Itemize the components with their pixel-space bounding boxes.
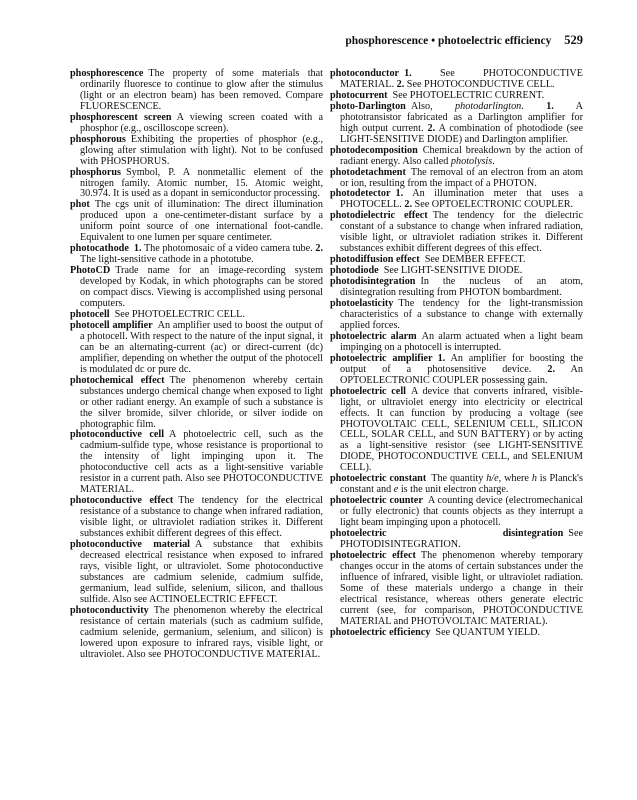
dictionary-entry xyxy=(330,387,583,475)
entry-term: photoconductive material xyxy=(70,538,191,550)
definition-text: See OPTOELECTRONIC COUPLER. xyxy=(411,199,574,211)
dictionary-entry xyxy=(330,299,583,332)
definition-text: A viewing screen coated with a phosphor (e.g., oscilloscope screen). xyxy=(80,111,323,134)
definition-text: A combination of photodiode (see LIGHT-SENSITIVE DIODE) and Darlington amplifier. xyxy=(340,122,583,145)
entry-term: photoconductivity xyxy=(70,604,149,616)
dictionary-entry xyxy=(330,102,583,146)
entry-term: PhotoCD xyxy=(70,265,111,277)
dictionary-entry xyxy=(70,266,323,310)
entry-term: phosphorescence xyxy=(70,68,144,79)
definition-text: The light-sensitive cathode in a phototube. xyxy=(80,254,254,266)
definition-text: The photomosaic of a video camera tube. xyxy=(141,243,316,255)
definition-text: Also, xyxy=(410,100,456,112)
dictionary-entry xyxy=(70,321,323,376)
entry-term: photodisintegration xyxy=(330,276,416,288)
running-header xyxy=(345,33,583,48)
definition-text: See PHOTOCONDUCTIVE CELL. xyxy=(404,78,555,90)
definition-text: See PHOTOELECTRIC CELL. xyxy=(114,308,245,320)
dictionary-entry xyxy=(70,168,323,201)
definition-text: . xyxy=(521,100,547,112)
definition-text: , where xyxy=(498,473,532,485)
sense-number: 1. xyxy=(133,243,142,255)
dictionary-entry xyxy=(330,146,583,168)
definition-text: The cgs unit of illumination: The direct illumination produced upon a one-centimeter-distant surface by a uniform point source of one international foot-candle. Equivalent to one lumen per square centimeter. xyxy=(80,199,323,244)
entry-term: photodecomposition xyxy=(330,144,418,156)
page-number: 529 xyxy=(564,33,583,47)
definition-text: h/e xyxy=(486,473,499,485)
entry-term: photoelectric efficiency xyxy=(330,626,431,638)
definition-text: A photoelectric cell, such as the cadmium-sulfide type, whose resistance is proportional to the intensity of light impinging upon it. The photoconductive cell acts as a light-sensitive variable resistor in a current path. Also see PHOTOCONDUCTIVE MATERIAL. xyxy=(80,429,324,496)
definition-text: The tendency for the dielectric constant of a substance to change when infrared radiation, visible light, or ultraviolet radiation strikes it. Different substances exhibit different degrees of this effect. xyxy=(340,210,583,255)
dictionary-entry xyxy=(70,135,323,168)
dictionary-entry xyxy=(330,168,583,190)
definition-text: See PHOTOELECTRIC CURRENT. xyxy=(392,89,545,101)
definition-text: The property of some materials that ordinarily fluoresce to continue to glow after the stimulus (light or an electron beam) has been removed. Compare FLUORESCENCE. xyxy=(80,68,323,112)
entry-term: photoelectric cell xyxy=(330,385,406,397)
entry-term: phosphorescent screen xyxy=(70,111,172,123)
dictionary-entry xyxy=(70,606,323,661)
definition-text: The phenomenon whereby the electrical resistance of certain materials (such as cadmium sulfide, cadmium selenide, germanium, selenium, and silicon) is lowered upon exposure to infrared rays, visible light, or ultraviolet. Also see PHOTOCONDUCTIVE MATERIAL. xyxy=(80,604,323,660)
definition-text: Exhibiting the properties of phosphor (e.g., glowing after stimulation with light). Not to be confused with PHOSPHORUS. xyxy=(80,133,323,167)
dictionary-entry xyxy=(330,551,583,628)
entry-term: photochemical effect xyxy=(70,374,165,386)
dictionary-entry xyxy=(330,496,583,529)
entry-term: photodiode xyxy=(330,265,379,277)
dictionary-entry xyxy=(330,69,583,91)
definition-text: The tendency for the light-transmission characteristics of a substance to change with externally applied forces. xyxy=(340,298,583,331)
entry-term: photocell amplifier xyxy=(70,319,153,331)
definition-text: Trade name for an image-recording system developed by Kodak, in which photographs can be stored on compact discs. Viewing is accomplished using personal computers. xyxy=(80,265,323,310)
definition-text: See PHOTODISINTEGRATION. xyxy=(340,528,583,550)
entry-term: photoelectric disintegration xyxy=(330,528,564,540)
entry-term: photoconductor xyxy=(330,68,400,79)
entry-term: phosphorus xyxy=(70,166,121,178)
sense-number: 1. xyxy=(395,188,404,200)
sense-number: 1. xyxy=(546,100,554,112)
entry-term: photoelasticity xyxy=(330,298,394,310)
definition-text: photodarlington xyxy=(455,100,522,112)
entry-term: photoelectric constant xyxy=(330,473,427,485)
entry-term: photocathode xyxy=(70,243,129,255)
dictionary-entry xyxy=(70,69,323,113)
definition-text: . xyxy=(492,155,495,167)
definition-text: See QUANTUM YIELD. xyxy=(435,626,541,638)
sense-number: 2. xyxy=(404,199,412,211)
entry-term: photocell xyxy=(70,308,110,320)
sense-number: 1. xyxy=(404,68,412,79)
sense-number: 2. xyxy=(427,122,436,134)
definition-text: An illumination meter that uses a PHOTOCELL. xyxy=(340,188,583,211)
definition-text: An alarm actuated when a light beam impinging on a photocell is interrupted. xyxy=(340,330,583,353)
entry-term: photodiffusion effect xyxy=(330,254,420,266)
definition-text: photolysis xyxy=(450,155,493,167)
running-head: phosphorescence • photoelectric efficiency xyxy=(345,35,552,47)
definition-text: A device that converts infrared, visible-light, or ultraviolet energy into electricity or electrical effects. It can function by producing a voltage (see PHOTOVOLTAIC CELL, SELENIUM CELL, SILICON CELL, SOLAR CELL, and SUN BATTERY) or by acting as a light-sensitive resistor (see LIGHT-SENSITIVE DIODE, PHOTOCONDUCTIVE CELL, and SELENIUM CELL). xyxy=(340,385,583,474)
dictionary-entry xyxy=(70,496,323,540)
dictionary-entry xyxy=(330,211,583,255)
dictionary-entry xyxy=(330,474,583,496)
definition-text: A phototransistor fabricated as a Darlington amplifier for high output current. xyxy=(340,100,583,134)
dictionary-entry xyxy=(330,529,583,551)
definition-text: The tendency for the electrical resistance of a substance to change when infrared radiation, visible light, or ultraviolet radiation strikes it. Different substances exhibit different degrees of this effect. xyxy=(80,495,323,540)
dictionary-entry xyxy=(70,540,323,606)
definition-text: A counting device (electromechanical or fully electronic) that counts objects as they interrupt a light beam impinging upon a photocell. xyxy=(340,495,583,529)
definition-text: An OPTOELECTRONIC COUPLER possessing gain. xyxy=(340,363,584,386)
dictionary-entry xyxy=(330,628,583,639)
definition-text: is the unit electron charge. xyxy=(398,484,509,496)
definition-text: The phenomenon whereby certain substances undergo chemical change when exposed to light or other radiant energy. An example of such a substance is the silver bromide, silver chloride, or silver iodide on photographic film. xyxy=(80,374,323,430)
definition-text: See PHOTOCONDUCTIVE MATERIAL. xyxy=(340,68,583,90)
entry-term: photodetector xyxy=(330,188,391,200)
right-column xyxy=(330,69,583,639)
dictionary-entry xyxy=(70,113,323,135)
dictionary-entry xyxy=(70,200,323,244)
definition-text: See LIGHT-SENSITIVE DIODE. xyxy=(383,265,523,277)
sense-number: 2. xyxy=(547,363,556,375)
definition-text: Chemical breakdown by the action of radiant energy. Also called xyxy=(340,144,583,167)
definition-text: A substance that exhibits decreased electrical resistance when exposed to infrared rays, visible light, or ultraviolet. Some photoconductive substances are cadmium selenide, cadmium sulfide, germanium, lead sulfide, selenium, silicon, and thallous sulfide. Also see ACTINOELECTRIC EFFECT. xyxy=(80,538,324,605)
entry-term: photoelectric counter xyxy=(330,495,423,507)
definition-text: The phenomenon whereby temporary changes occur in the atoms of certain substances under the influence of infrared, visible light, or ultraviolet radiation. Some of these materials undergo a change in their electrical resistance, whereas others generate electric current (see, for comparison, PHOTOCONDUCTIVE MATERIAL and PHOTOVOLTAIC MATERIAL). xyxy=(340,549,583,627)
entry-term: photodielectric effect xyxy=(330,210,428,222)
entry-term: photoelectric alarm xyxy=(330,330,417,342)
left-column xyxy=(70,69,323,660)
entry-term: photoconductive cell xyxy=(70,429,165,441)
definition-text: Symbol, P. A nonmetallic element of the nitrogen family. Atomic number, 15. Atomic weight, 30.974. It is used as a dopant in semiconductor processing. xyxy=(80,166,323,200)
sense-number: 2. xyxy=(396,78,405,90)
dictionary-entry xyxy=(330,189,583,211)
definition-text: An amplifier for boosting the output of a photosensitive device. xyxy=(340,352,583,375)
entry-term: phot xyxy=(70,199,90,211)
dictionary-entry xyxy=(330,277,583,299)
entry-term: photoelectric amplifier xyxy=(330,352,433,364)
entry-term: photoconductive effect xyxy=(70,495,174,507)
dictionary-entry xyxy=(70,244,323,266)
definition-text: is Planck's constant and xyxy=(340,473,583,496)
definition-text: h xyxy=(531,473,537,485)
dictionary-entry xyxy=(330,332,583,354)
dictionary-entry xyxy=(70,376,323,431)
sense-number: 1. xyxy=(437,352,446,364)
definition-text: See DEMBER EFFECT. xyxy=(424,254,526,266)
definition-text: The quantity xyxy=(431,473,487,485)
entry-term: photoelectric effect xyxy=(330,549,416,561)
definition-text: An amplifier used to boost the output of a photocell. With respect to the nature of the input signal, it can be an alternating-current (ac) or direct-current (dc) amplifier, depending on whether the output of the photocell is modulated dc or pure dc. xyxy=(80,319,323,375)
definition-text: The removal of an electron from an atom or ion, resulting from the impact of a PHOTON. xyxy=(340,166,583,189)
entry-term: photo-Darlington xyxy=(330,100,406,112)
dictionary-entry xyxy=(330,354,583,387)
sense-number: 2. xyxy=(315,243,323,255)
definition-text: In the nucleus of an atom, disintegration resulting from PHOTON bombardment. xyxy=(340,276,583,299)
entry-term: photodetachment xyxy=(330,166,406,178)
entry-term: photocurrent xyxy=(330,89,388,101)
dictionary-entry xyxy=(70,430,323,496)
definition-text: e xyxy=(393,484,399,496)
entry-term: phosphorous xyxy=(70,133,126,145)
